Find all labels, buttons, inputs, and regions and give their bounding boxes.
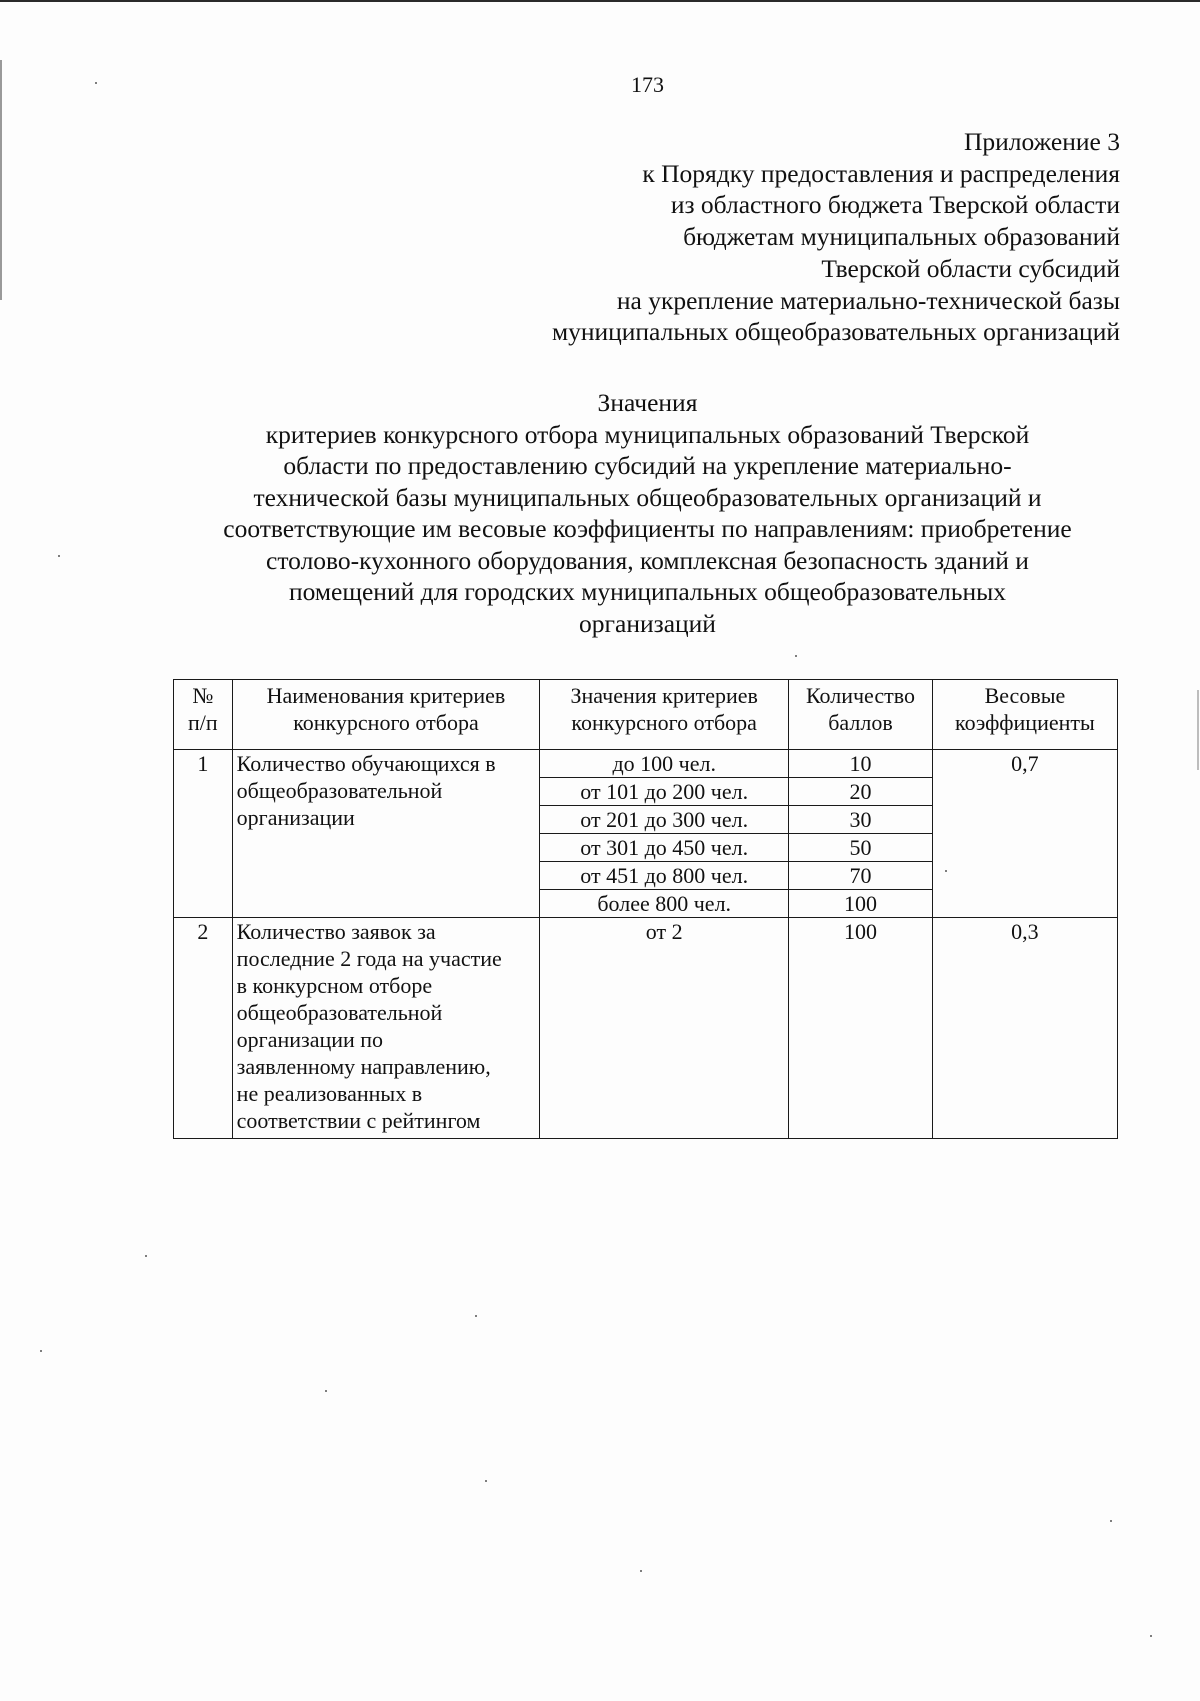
title-line: технической базы муниципальных общеобразовательных организаций и (253, 482, 1042, 512)
appendix-line: муниципальных общеобразовательных организаций (551, 317, 1120, 347)
table-header-row (174, 680, 1118, 750)
document-title (170, 387, 1125, 639)
scan-speck (95, 82, 97, 84)
header-value-line: Значения критериев (570, 683, 758, 708)
header-num (174, 680, 233, 750)
scan-speck (945, 870, 947, 872)
appendix-line: бюджетам муниципальных образований (683, 222, 1120, 252)
header-score-line: баллов (828, 710, 893, 735)
criterion-name-line: не реализованных в (236, 1081, 423, 1106)
scan-speck (145, 1255, 147, 1257)
title-line: организаций (579, 608, 716, 638)
scan-edge-top (0, 0, 1200, 2)
criterion-name-line: организации (236, 805, 355, 830)
header-weight (932, 680, 1117, 750)
scan-edge-right (1197, 690, 1199, 770)
header-name-line: Наименования критериев (266, 683, 506, 708)
criterion-name-line: последние 2 года на участие (236, 946, 502, 971)
header-weight-line: коэффициенты (955, 710, 1095, 735)
appendix-line: к Порядку предоставления и распределения (642, 158, 1120, 188)
row-criterion-name (232, 918, 540, 1139)
criterion-value: от 201 до 300 чел. (540, 806, 789, 834)
criterion-name-line: заявленному направлению, (236, 1054, 491, 1079)
scan-speck (795, 655, 797, 657)
appendix-line: на укрепление материально-технической базы (616, 285, 1120, 315)
row-criterion-name (232, 750, 540, 918)
criterion-name-line: общеобразовательной (236, 1000, 443, 1025)
scan-speck (1150, 1635, 1152, 1637)
criterion-name-line: общеобразовательной (236, 778, 443, 803)
criterion-name-line: организации по (236, 1027, 384, 1052)
table-row (174, 750, 1118, 778)
criterion-value: до 100 чел. (540, 750, 789, 778)
scan-speck (40, 1350, 42, 1352)
title-line: Значения (597, 388, 698, 417)
header-value-line: конкурсного отбора (571, 710, 757, 735)
title-line: помещений для городских муниципальных общеобразовательных (288, 577, 1006, 606)
criterion-score: 30 (789, 806, 933, 834)
title-line: соответствующие им весовые коэффициенты по направлениям: приобретение (223, 514, 1072, 543)
header-name-line: конкурсного отбора (293, 710, 479, 735)
scan-speck (485, 1480, 487, 1482)
criterion-score: 100 (789, 918, 933, 1139)
title-line: критериев конкурсного отбора муниципальных образований Тверской (265, 419, 1030, 449)
scan-speck (325, 1390, 327, 1392)
scan-speck (640, 1570, 642, 1572)
scan-speck (475, 1315, 477, 1317)
table-row (174, 918, 1118, 1139)
criterion-score: 50 (789, 834, 933, 862)
appendix-line: Тверской области субсидий (821, 253, 1120, 283)
scan-speck (58, 555, 60, 557)
criterion-name-line: Количество заявок за (236, 919, 436, 944)
row-weight: 0,3 (932, 918, 1117, 1139)
row-num: 1 (174, 750, 233, 918)
appendix-header (360, 126, 1120, 348)
title-line: столово-кухонного оборудования, комплексная безопасность зданий и (266, 545, 1029, 575)
criterion-score: 10 (789, 750, 933, 778)
criterion-value: от 101 до 200 чел. (540, 778, 789, 806)
header-value (540, 680, 789, 750)
title-line: области по предоставлению субсидий на укрепление материально- (283, 451, 1012, 480)
row-num: 2 (174, 918, 233, 1139)
header-score-line: Количество (805, 683, 915, 708)
criterion-score: 20 (789, 778, 933, 806)
criterion-score: 100 (789, 890, 933, 918)
appendix-line: Приложение 3 (964, 127, 1120, 156)
header-weight-line: Весовые (984, 683, 1066, 708)
criterion-value: от 451 до 800 чел. (540, 862, 789, 890)
appendix-line: из областного бюджета Тверской области (670, 190, 1120, 220)
row-weight: 0,7 (932, 750, 1117, 918)
criterion-value: от 301 до 450 чел. (540, 834, 789, 862)
criterion-value: более 800 чел. (540, 890, 789, 918)
criterion-name-line: Количество обучающихся в (236, 751, 496, 776)
criterion-score: 70 (789, 862, 933, 890)
scan-speck (1110, 1520, 1112, 1522)
page-number: 173 (631, 72, 664, 97)
header-num-line: № (192, 683, 214, 708)
criterion-name-line: соответствии с рейтингом (236, 1108, 481, 1133)
header-score (789, 680, 933, 750)
criterion-value: от 2 (540, 918, 789, 1139)
header-name (232, 680, 540, 750)
criterion-name-line: в конкурсном отборе (236, 973, 433, 998)
header-num-line: п/п (188, 710, 218, 735)
criteria-table (173, 679, 1118, 1139)
